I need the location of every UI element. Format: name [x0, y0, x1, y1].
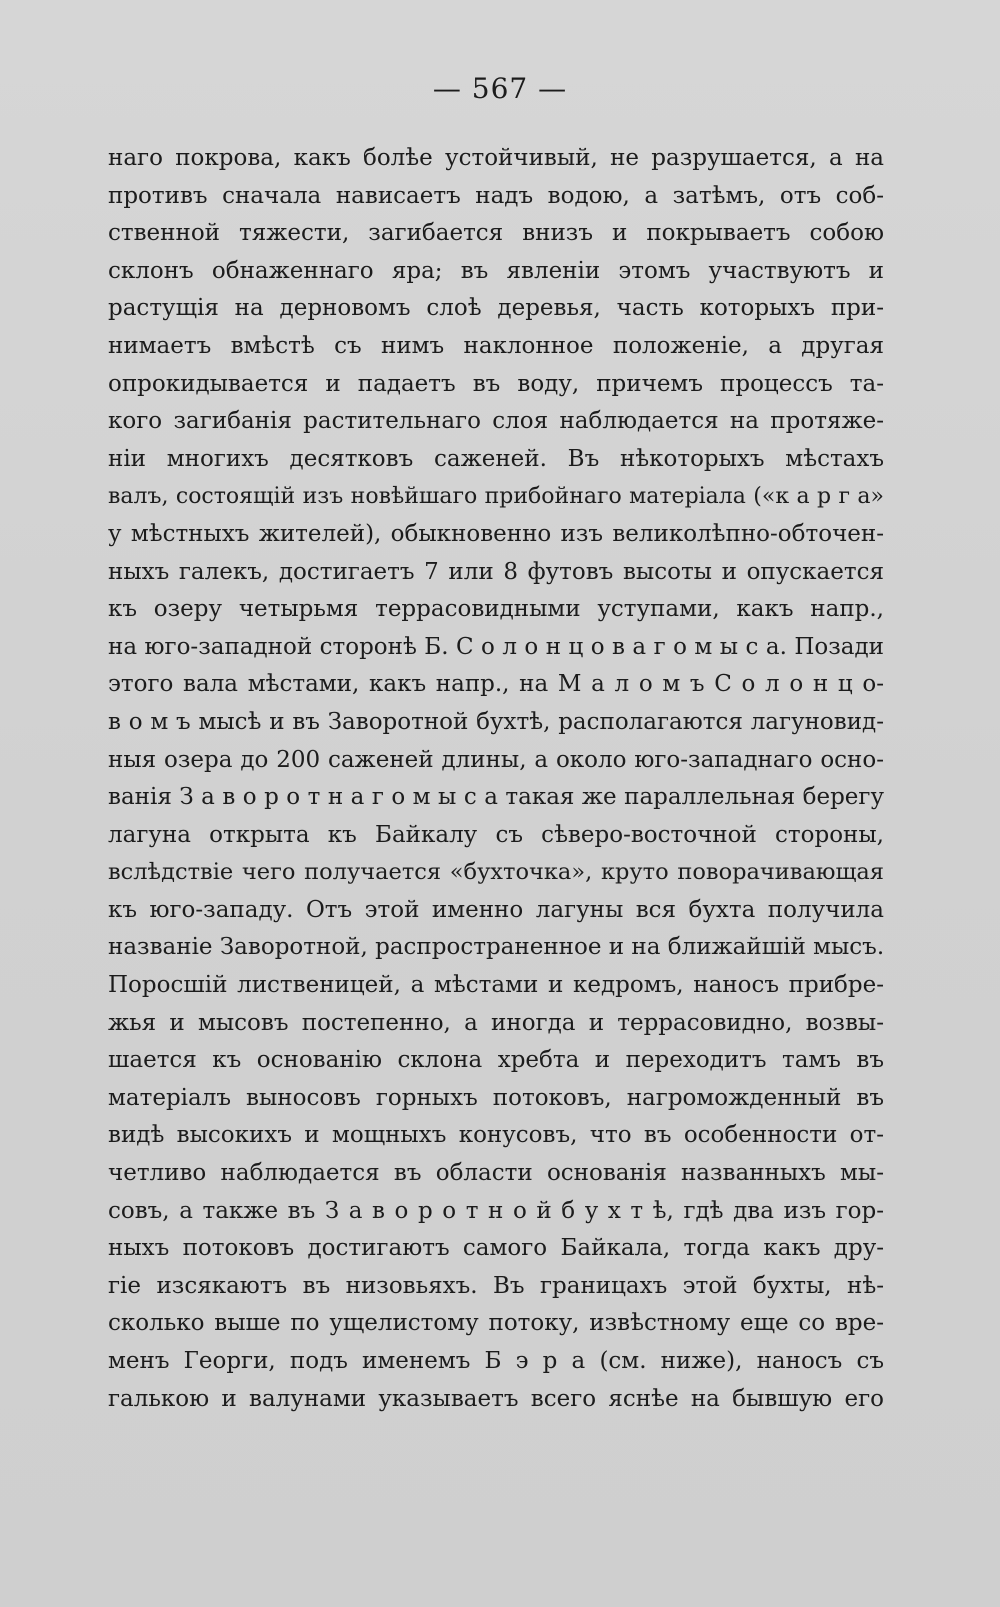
- text-line: жья и мысовъ постепенно, а иногда и террасовидно, возвы-: [108, 1009, 884, 1036]
- page-number: — 567 —: [432, 72, 568, 105]
- text-line: на юго-западной сторонѣ Б. С о л о н ц о в а г о м ы с а. Позади: [108, 633, 884, 660]
- text-line: у мѣстныхъ жителей), обыкновенно изъ великолѣпно-обточен-: [108, 520, 884, 547]
- text-line: менъ Георги, подъ именемъ Б э р а (см. ниже), наносъ съ: [108, 1348, 884, 1374]
- text-line: нимаетъ вмѣстѣ съ нимъ наклонное положеніе, а другая: [108, 332, 884, 359]
- text-line: названіе Заворотной, распространенное и на ближайшій мысъ.: [108, 934, 884, 961]
- text-line: кого загибанія растительнаго слоя наблюдается на протяже-: [108, 408, 884, 435]
- text-line: галькою и валунами указываетъ всего яснѣе на бывшую его: [108, 1385, 884, 1412]
- text-line: сколько выше по ущелистому потоку, извѣстному еще со вре-: [108, 1310, 884, 1337]
- text-line: гіе изсякаютъ въ низовьяхъ. Въ границахъ этой бухты, нѣ-: [108, 1272, 884, 1299]
- text-line: опрокидывается и падаетъ въ воду, причемъ процессъ та-: [108, 370, 884, 397]
- text-line: противъ сначала нависаетъ надъ водою, а затѣмъ, отъ соб-: [108, 182, 884, 209]
- text-line: этого вала мѣстами, какъ напр., на М а л о м ъ С о л о н ц о-: [108, 671, 884, 698]
- text-line: къ озеру четырьмя террасовидными уступами, какъ напр.,: [108, 596, 884, 623]
- text-line: наго покрова, какъ болѣе устойчивый, не разрушается, а на: [108, 145, 884, 171]
- text-line: къ юго-западу. Отъ этой именно лагуны вся бухта получила: [108, 896, 884, 923]
- text-line: четливо наблюдается въ области основанія названныхъ мы-: [108, 1160, 884, 1187]
- text-line: ныхъ галекъ, достигаетъ 7 или 8 футовъ высоты и опускается: [108, 558, 884, 585]
- text-line: растущія на дерновомъ слоѣ деревья, часть которыхъ при-: [108, 295, 884, 322]
- text-line: шается къ основанію склона хребта и переходитъ тамъ въ: [108, 1047, 884, 1074]
- text-line: ныхъ потоковъ достигаютъ самого Байкала, тогда какъ дру-: [108, 1235, 884, 1262]
- text-line: ственной тяжести, загибается внизъ и покрываетъ собою: [108, 220, 884, 247]
- text-line: склонъ обнаженнаго яра; въ явленіи этомъ участвуютъ и: [108, 257, 884, 284]
- text-line: совъ, а также въ З а в о р о т н о й б у х т ѣ, гдѣ два изъ гор-: [108, 1197, 884, 1224]
- text-line: матеріалъ выносовъ горныхъ потоковъ, нагроможденный въ: [108, 1084, 884, 1111]
- text-line: в о м ъ мысѣ и въ Заворотной бухтѣ, располагаются лагуновид-: [108, 708, 884, 735]
- text-line: вслѣдствіе чего получается «бухточка», круто поворачивающая: [108, 859, 884, 886]
- text-line: ванія З а в о р о т н а г о м ы с а такая же параллельная берегу: [108, 784, 884, 811]
- text-line: ныя озера до 200 саженей длины, а около юго-западнаго осно-: [108, 746, 884, 773]
- text-line: лагуна открыта къ Байкалу съ сѣверо-восточной стороны,: [108, 821, 884, 848]
- body-text: [108, 140, 884, 1418]
- text-line: Поросшій лиственицей, а мѣстами и кедромъ, наносъ прибре-: [108, 972, 884, 999]
- text-line: видѣ высокихъ и мощныхъ конусовъ, что въ особенности от-: [108, 1122, 884, 1149]
- text-line: валъ, состоящій изъ новѣйшаго прибойнаго матеріала («к а р г а»: [108, 484, 884, 510]
- text-line: ніи многихъ десятковъ саженей. Въ нѣкоторыхъ мѣстахъ: [108, 445, 884, 472]
